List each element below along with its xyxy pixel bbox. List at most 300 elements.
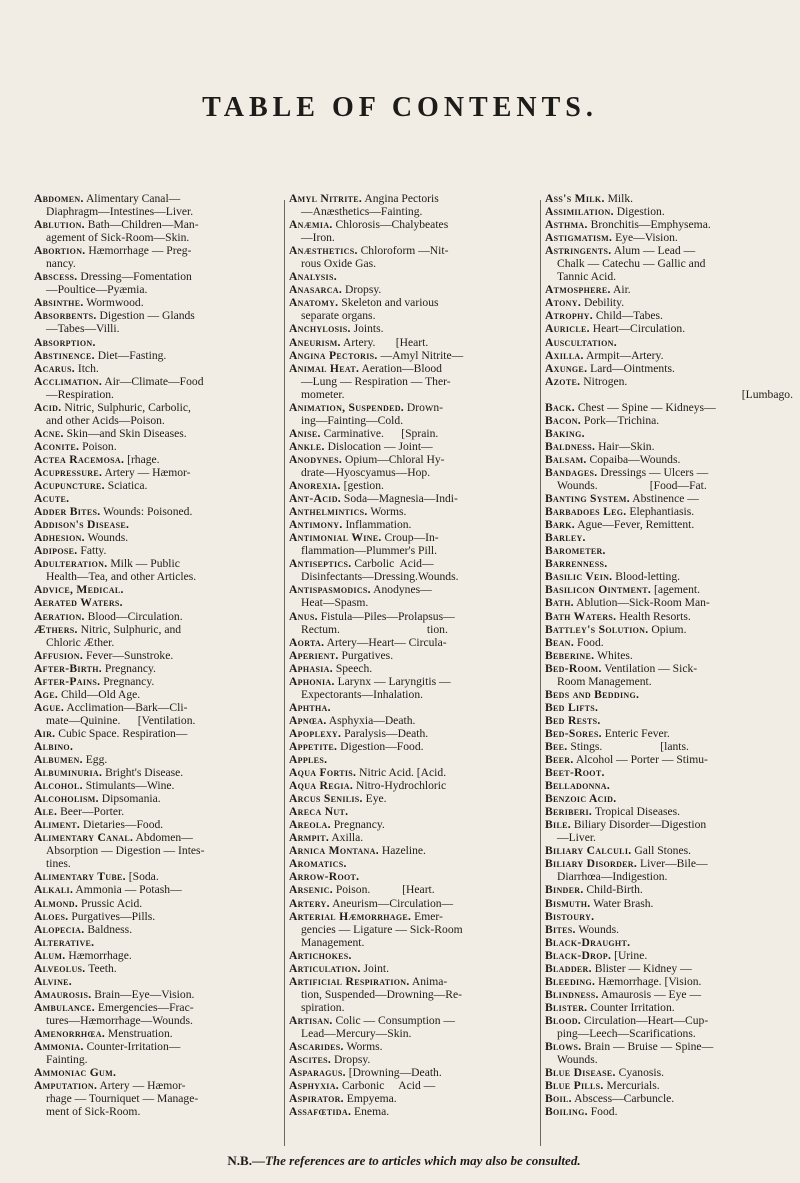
entry-heading: Atmosphere. bbox=[545, 283, 611, 297]
entry-references: Artery. [Heart. bbox=[343, 335, 429, 349]
entry-heading: Air. bbox=[34, 726, 56, 740]
entry-references: Eye. bbox=[365, 792, 387, 806]
index-entry bbox=[545, 296, 793, 309]
index-entry bbox=[289, 727, 537, 740]
index-entry bbox=[545, 440, 793, 453]
entry-references: Enema. bbox=[354, 1105, 390, 1119]
entry-references: Emergencies—Frac- bbox=[97, 1000, 194, 1014]
index-entry bbox=[34, 649, 282, 662]
index-entry-continuation bbox=[34, 714, 282, 727]
entry-heading: Artisan. bbox=[289, 1013, 333, 1027]
entry-references: Nitric, Sulphuric, Carbolic, bbox=[64, 400, 191, 414]
entry-heading: Æthers. bbox=[34, 622, 78, 636]
entry-heading: Balsam. bbox=[545, 452, 587, 466]
index-entry bbox=[289, 322, 537, 335]
index-entry bbox=[34, 610, 282, 623]
index-entry bbox=[34, 753, 282, 766]
entry-references: Colic — Consumption — bbox=[335, 1013, 456, 1027]
index-entry bbox=[545, 1014, 793, 1027]
footnote-text: The references are to articles which may also be consulted. bbox=[264, 1153, 581, 1168]
index-entry bbox=[34, 962, 282, 975]
index-entry bbox=[289, 662, 537, 675]
entry-references: Water Brash. bbox=[593, 896, 654, 910]
entry-references: Beer—Porter. bbox=[60, 805, 125, 819]
entry-references: Wormwood. bbox=[86, 296, 144, 310]
entry-references: Wounds: Poisoned. bbox=[103, 505, 193, 519]
entry-heading: Age. bbox=[34, 687, 59, 701]
entry-references: Angina Pectoris bbox=[364, 192, 439, 205]
index-entry bbox=[34, 401, 282, 414]
index-entry bbox=[289, 492, 537, 505]
entry-heading: Acid. bbox=[34, 400, 62, 414]
entry-heading: Binder. bbox=[545, 883, 584, 897]
index-entry bbox=[34, 218, 282, 231]
entry-references: agement of Sick-Room—Skin. bbox=[46, 231, 190, 245]
index-entry bbox=[289, 296, 537, 309]
entry-heading: Aqua Regia. bbox=[289, 779, 354, 793]
entry-references: nancy. bbox=[46, 257, 76, 271]
entry-references: Hæmorrhage — Preg- bbox=[88, 244, 192, 258]
index-entry-continuation bbox=[34, 570, 282, 583]
index-entry bbox=[289, 792, 537, 805]
entry-references: rous Oxide Gas. bbox=[301, 257, 377, 271]
entry-references: Opium. bbox=[651, 622, 687, 636]
contents-column-1 bbox=[34, 192, 282, 1152]
entry-references: Alum — Lead — bbox=[613, 244, 696, 258]
entry-references: Aneurism—Circulation— bbox=[332, 896, 454, 910]
entry-references: Axilla. bbox=[331, 831, 364, 845]
entry-heading: Ale. bbox=[34, 805, 58, 819]
entry-heading: Alterative. bbox=[34, 935, 95, 949]
index-entry bbox=[34, 362, 282, 375]
entry-references: Chalk — Catechu — Gallic and bbox=[557, 257, 706, 271]
index-entry bbox=[34, 949, 282, 962]
entry-references: Digestion—Food. bbox=[340, 739, 424, 753]
entry-heading: Amaurosis. bbox=[34, 987, 92, 1001]
entry-heading: Absinthe. bbox=[34, 296, 84, 310]
index-entry-continuation bbox=[289, 596, 537, 609]
entry-heading: Analysis. bbox=[289, 270, 337, 284]
entry-heading: Barometer. bbox=[545, 544, 606, 558]
entry-heading: Acupressure. bbox=[34, 465, 103, 479]
index-entry bbox=[34, 583, 282, 596]
index-entry bbox=[545, 1066, 793, 1079]
index-entry bbox=[289, 818, 537, 831]
column-divider bbox=[284, 200, 285, 1146]
index-entry-continuation bbox=[289, 1027, 537, 1040]
index-entry bbox=[289, 505, 537, 518]
entry-references: Expectorants—Inhalation. bbox=[301, 687, 424, 701]
index-entry bbox=[34, 818, 282, 831]
entry-heading: Bed Rests. bbox=[545, 713, 601, 727]
entry-heading: Abstinence. bbox=[34, 348, 95, 362]
entry-heading: Aphasia. bbox=[289, 661, 333, 675]
entry-heading: Assafœtida. bbox=[289, 1105, 352, 1119]
index-entry-continuation bbox=[289, 544, 537, 557]
entry-references: Pork—Trichina. bbox=[583, 413, 660, 427]
entry-heading: Abdomen. bbox=[34, 192, 84, 205]
index-entry bbox=[34, 662, 282, 675]
index-entry-continuation bbox=[289, 988, 537, 1001]
entry-heading: Atony. bbox=[545, 296, 582, 310]
entry-references: Egg. bbox=[85, 753, 108, 767]
entry-references: Air—Climate—Food bbox=[104, 374, 204, 388]
entry-references: Alcohol — Porter — Stimu- bbox=[575, 753, 708, 767]
entry-heading: Barrenness. bbox=[545, 557, 608, 571]
index-entry bbox=[289, 883, 537, 896]
entry-references: Tannic Acid. bbox=[557, 270, 617, 284]
index-entry bbox=[34, 375, 282, 388]
entry-references: Chlorosis—Chalybeates bbox=[335, 218, 449, 232]
entry-references: Wounds. bbox=[578, 922, 619, 936]
entry-heading: Albuminuria. bbox=[34, 766, 103, 780]
index-entry-continuation bbox=[34, 844, 282, 857]
entry-references: Heat—Spasm. bbox=[301, 596, 369, 610]
index-entry bbox=[34, 518, 282, 531]
index-entry bbox=[289, 675, 537, 688]
entry-references: Skeleton and various bbox=[341, 296, 439, 310]
index-entry-continuation bbox=[34, 414, 282, 427]
index-entry bbox=[545, 583, 793, 596]
entry-references: Nitrogen. bbox=[583, 374, 628, 388]
entry-references: and other Acids—Poison. bbox=[46, 413, 165, 427]
entry-heading: Asthma. bbox=[545, 218, 588, 232]
entry-heading: Angina Pectoris. bbox=[289, 348, 378, 362]
entry-references: Copaiba—Wounds. bbox=[589, 452, 681, 466]
entry-references: Soda—Magnesia—Indi- bbox=[343, 492, 458, 506]
index-entry-continuation bbox=[289, 309, 537, 322]
index-entry bbox=[545, 662, 793, 675]
entry-references: Hair—Skin. bbox=[598, 439, 655, 453]
entry-references: Prussic Acid. bbox=[80, 896, 143, 910]
entry-references: tures—Hæmorrhage—Wounds. bbox=[46, 1013, 193, 1027]
entry-references: Pregnancy. bbox=[104, 661, 156, 675]
entry-references: —Amyl Nitrite— bbox=[380, 348, 464, 362]
index-entry-continuation bbox=[545, 675, 793, 688]
entry-references: Amaurosis — Eye — bbox=[600, 987, 702, 1001]
index-entry bbox=[289, 857, 537, 870]
entry-references: Artery — Hæmor- bbox=[104, 465, 191, 479]
index-entry bbox=[34, 675, 282, 688]
index-entry bbox=[545, 1105, 793, 1118]
entry-references: Brain — Bruise — Spine— bbox=[584, 1040, 714, 1054]
entry-heading: Areola. bbox=[289, 818, 331, 832]
entry-references: Ventilation — Sick- bbox=[604, 661, 698, 675]
index-entry bbox=[545, 283, 793, 296]
entry-heading: Beet-Root. bbox=[545, 766, 605, 780]
entry-references: —Poultice—Pyæmia. bbox=[46, 283, 148, 297]
entry-heading: Actea Racemosa. bbox=[34, 452, 125, 466]
index-entry bbox=[289, 610, 537, 623]
entry-heading: Belladonna. bbox=[545, 779, 611, 793]
entry-heading: Alum. bbox=[34, 948, 66, 962]
entry-heading: Arcus Senilis. bbox=[289, 792, 363, 806]
entry-references: Whites. bbox=[597, 648, 633, 662]
entry-references: Circulation—Heart—Cup- bbox=[583, 1013, 709, 1027]
index-entry bbox=[34, 427, 282, 440]
entry-heading: Biliary Disorder. bbox=[545, 857, 638, 871]
index-entry-continuation bbox=[289, 466, 537, 479]
entry-references: Opium—Chloral Hy- bbox=[345, 452, 445, 466]
index-entry bbox=[289, 897, 537, 910]
index-entry bbox=[545, 205, 793, 218]
entry-heading: Blue Disease. bbox=[545, 1066, 616, 1080]
entry-references: Inflammation. bbox=[345, 518, 412, 532]
entry-heading: Ambulance. bbox=[34, 1000, 95, 1014]
entry-heading: Appetite. bbox=[289, 739, 338, 753]
entry-heading: Anise. bbox=[289, 426, 321, 440]
entry-heading: Bed Lifts. bbox=[545, 700, 599, 714]
entry-references: Fainting. bbox=[46, 1053, 88, 1067]
index-entry bbox=[545, 792, 793, 805]
index-entry bbox=[545, 610, 793, 623]
index-entry-continuation bbox=[34, 1053, 282, 1066]
entry-references: Stings. [lants. bbox=[570, 739, 689, 753]
entry-references: Alimentary Canal— bbox=[85, 192, 181, 205]
index-entry bbox=[34, 192, 282, 205]
entry-heading: Barbadoes Leg. bbox=[545, 505, 627, 519]
index-entry bbox=[34, 883, 282, 896]
entry-heading: Bath. bbox=[545, 596, 574, 610]
index-entry bbox=[289, 557, 537, 570]
entry-heading: Amyl Nitrite. bbox=[289, 192, 363, 205]
index-entry bbox=[545, 962, 793, 975]
index-entry bbox=[34, 505, 282, 518]
entry-references: spiration. bbox=[301, 1000, 345, 1014]
index-entry bbox=[289, 949, 537, 962]
index-entry bbox=[34, 349, 282, 362]
index-entry bbox=[545, 336, 793, 349]
index-entry bbox=[289, 583, 537, 596]
index-entry bbox=[545, 544, 793, 557]
entry-heading: Anus. bbox=[289, 609, 318, 623]
index-entry bbox=[34, 727, 282, 740]
entry-references: Armpit—Artery. bbox=[585, 348, 664, 362]
index-entry-continuation bbox=[289, 414, 537, 427]
index-entry bbox=[34, 897, 282, 910]
entry-heading: Back. bbox=[545, 400, 575, 414]
index-entry bbox=[545, 701, 793, 714]
entry-heading: Alveolus. bbox=[34, 961, 86, 975]
index-entry bbox=[34, 1001, 282, 1014]
entry-heading: Bile. bbox=[545, 818, 571, 832]
index-entry-continuation bbox=[289, 205, 537, 218]
entry-heading: Aloes. bbox=[34, 909, 69, 923]
index-entry bbox=[545, 492, 793, 505]
entry-heading: Axunge. bbox=[545, 361, 588, 375]
entry-heading: Aphonia. bbox=[289, 674, 335, 688]
index-entry-continuation bbox=[289, 1001, 537, 1014]
index-entry bbox=[545, 218, 793, 231]
index-entry bbox=[545, 531, 793, 544]
entry-heading: Antimony. bbox=[289, 518, 343, 532]
index-entry bbox=[289, 1053, 537, 1066]
entry-heading: Arterial Hæmorrhage. bbox=[289, 909, 412, 923]
entry-heading: Bistoury. bbox=[545, 909, 595, 923]
index-entry bbox=[545, 949, 793, 962]
index-entry bbox=[545, 883, 793, 896]
entry-heading: Aromatics. bbox=[289, 857, 347, 871]
entry-references: mometer. bbox=[301, 387, 345, 401]
entry-references: Mercurials. bbox=[606, 1079, 660, 1093]
index-entry-continuation bbox=[289, 623, 537, 636]
entry-heading: Barley. bbox=[545, 531, 586, 545]
entry-references: Pregnancy. bbox=[103, 674, 155, 688]
index-entry-continuation bbox=[34, 1014, 282, 1027]
index-entry bbox=[545, 1040, 793, 1053]
entry-heading: Boil. bbox=[545, 1092, 572, 1106]
index-entry-continuation bbox=[34, 636, 282, 649]
index-entry bbox=[545, 1092, 793, 1105]
entry-heading: Aeration. bbox=[34, 609, 85, 623]
index-entry bbox=[34, 1066, 282, 1079]
index-entry-continuation bbox=[289, 923, 537, 936]
entry-references: Digestion — Glands bbox=[99, 309, 195, 323]
index-entry bbox=[34, 440, 282, 453]
entry-heading: Acclimation. bbox=[34, 374, 103, 388]
index-entry bbox=[34, 531, 282, 544]
entry-references: Lard—Ointments. bbox=[590, 361, 675, 375]
entry-references: Health—Tea, and other Articles. bbox=[46, 570, 197, 584]
entry-references: Nitric, Sulphuric, and bbox=[80, 622, 182, 636]
entry-references: Diarrhœa—Indigestion. bbox=[557, 870, 668, 884]
entry-references: Paralysis—Death. bbox=[344, 726, 429, 740]
entry-references: Abscess—Carbuncle. bbox=[574, 1092, 675, 1106]
entry-heading: Bismuth. bbox=[545, 896, 591, 910]
entry-heading: Auscultation. bbox=[545, 335, 617, 349]
index-entry bbox=[34, 492, 282, 505]
entry-references: Food. bbox=[576, 635, 604, 649]
entry-heading: Bites. bbox=[545, 922, 576, 936]
entry-references: Milk — Public bbox=[110, 557, 180, 571]
entry-references: —Tabes—Villi. bbox=[46, 322, 120, 336]
entry-references: [rhage. bbox=[127, 452, 160, 466]
index-entry bbox=[34, 270, 282, 283]
index-entry bbox=[34, 1027, 282, 1040]
entry-heading: Blister. bbox=[545, 1000, 588, 1014]
contents-column-3 bbox=[545, 192, 793, 1152]
index-entry bbox=[34, 805, 282, 818]
entry-references: Room Management. bbox=[557, 674, 652, 688]
entry-heading: Bark. bbox=[545, 518, 575, 532]
entry-references: Tropical Diseases. bbox=[594, 805, 681, 819]
index-entry-continuation bbox=[545, 257, 793, 270]
entry-heading: Bee. bbox=[545, 739, 568, 753]
entry-references: Rectum. tion. bbox=[301, 622, 448, 636]
index-entry bbox=[545, 505, 793, 518]
entry-references: Diaphragm—Intestines—Liver. bbox=[46, 205, 194, 219]
entry-references: Carminative. [Sprain. bbox=[323, 426, 439, 440]
entry-references: Joint. bbox=[363, 961, 389, 975]
entry-references: [Soda. bbox=[128, 870, 159, 884]
entry-references: Chloroform —Nit- bbox=[360, 244, 449, 258]
entry-heading: Aliment. bbox=[34, 818, 81, 832]
entry-references: Sciatica. bbox=[107, 479, 148, 493]
entry-references: Ammonia — Potash— bbox=[75, 883, 182, 897]
index-entry bbox=[34, 740, 282, 753]
entry-references: Hæmorrhage. [Vision. bbox=[598, 974, 702, 988]
entry-heading: Azote. bbox=[545, 374, 581, 388]
entry-references: Dropsy. bbox=[345, 283, 382, 297]
entry-heading: Antispasmodics. bbox=[289, 583, 371, 597]
index-entry-continuation bbox=[289, 375, 537, 388]
entry-heading: Banting System. bbox=[545, 492, 630, 506]
entry-references: Milk. bbox=[607, 192, 634, 205]
entry-heading: Blood. bbox=[545, 1013, 581, 1027]
index-entry bbox=[545, 453, 793, 466]
index-entry bbox=[545, 805, 793, 818]
entry-references: —Lung — Respiration — Ther- bbox=[301, 374, 451, 388]
entry-references: drate—Hyoscyamus—Hop. bbox=[301, 465, 431, 479]
index-entry bbox=[34, 596, 282, 609]
entry-references: Management. bbox=[301, 935, 365, 949]
entry-references: tion, Suspended—Drowning—Re- bbox=[301, 987, 463, 1001]
index-entry bbox=[289, 649, 537, 662]
entry-references: Disinfectants—Dressing.Wounds. bbox=[301, 570, 459, 584]
index-entry bbox=[545, 623, 793, 636]
index-entry bbox=[34, 309, 282, 322]
entry-references: Debility. bbox=[583, 296, 625, 310]
entry-references: Purgatives. bbox=[341, 648, 394, 662]
entry-references: Artery — Hæmor- bbox=[99, 1079, 186, 1093]
entry-heading: Articulation. bbox=[289, 961, 361, 975]
entry-references: Poison. bbox=[82, 439, 117, 453]
entry-references: Chest — Spine — Kidneys— bbox=[577, 400, 716, 414]
entry-heading: Alcoholism. bbox=[34, 792, 99, 806]
entry-references: Biliary Disorder—Digestion bbox=[573, 818, 707, 832]
index-entry bbox=[545, 466, 793, 479]
index-entry bbox=[34, 1079, 282, 1092]
entry-references: —Liver. bbox=[557, 831, 596, 845]
index-entry bbox=[289, 531, 537, 544]
entry-references: rhage — Tourniquet — Manage- bbox=[46, 1092, 199, 1106]
index-entry bbox=[545, 375, 793, 388]
entry-heading: Beer. bbox=[545, 753, 574, 767]
index-entry bbox=[289, 910, 537, 923]
index-entry bbox=[34, 910, 282, 923]
index-entry-continuation bbox=[289, 688, 537, 701]
index-entry bbox=[545, 309, 793, 322]
entry-references: gencies — Ligature — Sick-Room bbox=[301, 922, 463, 936]
entry-references: Baldness. bbox=[87, 922, 133, 936]
entry-references: Poison. [Heart. bbox=[335, 883, 435, 897]
index-entry-continuation bbox=[34, 322, 282, 335]
entry-heading: After-Birth. bbox=[34, 661, 102, 675]
entry-heading: Adipose. bbox=[34, 544, 78, 558]
entry-references: [gestion. bbox=[343, 479, 384, 493]
index-entry bbox=[34, 336, 282, 349]
entry-heading: Acarus. bbox=[34, 361, 75, 375]
footnote-prefix: N.B.— bbox=[227, 1153, 265, 1168]
index-entry bbox=[289, 336, 537, 349]
entry-heading: Boiling. bbox=[545, 1105, 588, 1119]
entry-references: Fistula—Piles—Prolapsus— bbox=[320, 609, 455, 623]
entry-references: Croup—In- bbox=[384, 531, 439, 545]
entry-references: Asphyxia—Death. bbox=[328, 713, 416, 727]
entry-heading: Anodynes. bbox=[289, 452, 343, 466]
entry-heading: Blue Pills. bbox=[545, 1079, 604, 1093]
index-entry bbox=[545, 688, 793, 701]
entry-heading: Amenorrhœa. bbox=[34, 1027, 106, 1040]
entry-references: Gall Stones. bbox=[634, 844, 692, 858]
index-entry bbox=[289, 440, 537, 453]
entry-heading: Aspirator. bbox=[289, 1092, 344, 1106]
entry-heading: Ablution. bbox=[34, 218, 85, 232]
entry-heading: Beriberi. bbox=[545, 805, 593, 819]
index-entry bbox=[34, 831, 282, 844]
index-entry bbox=[289, 192, 537, 205]
entry-references: Enteric Fever. bbox=[604, 726, 670, 740]
